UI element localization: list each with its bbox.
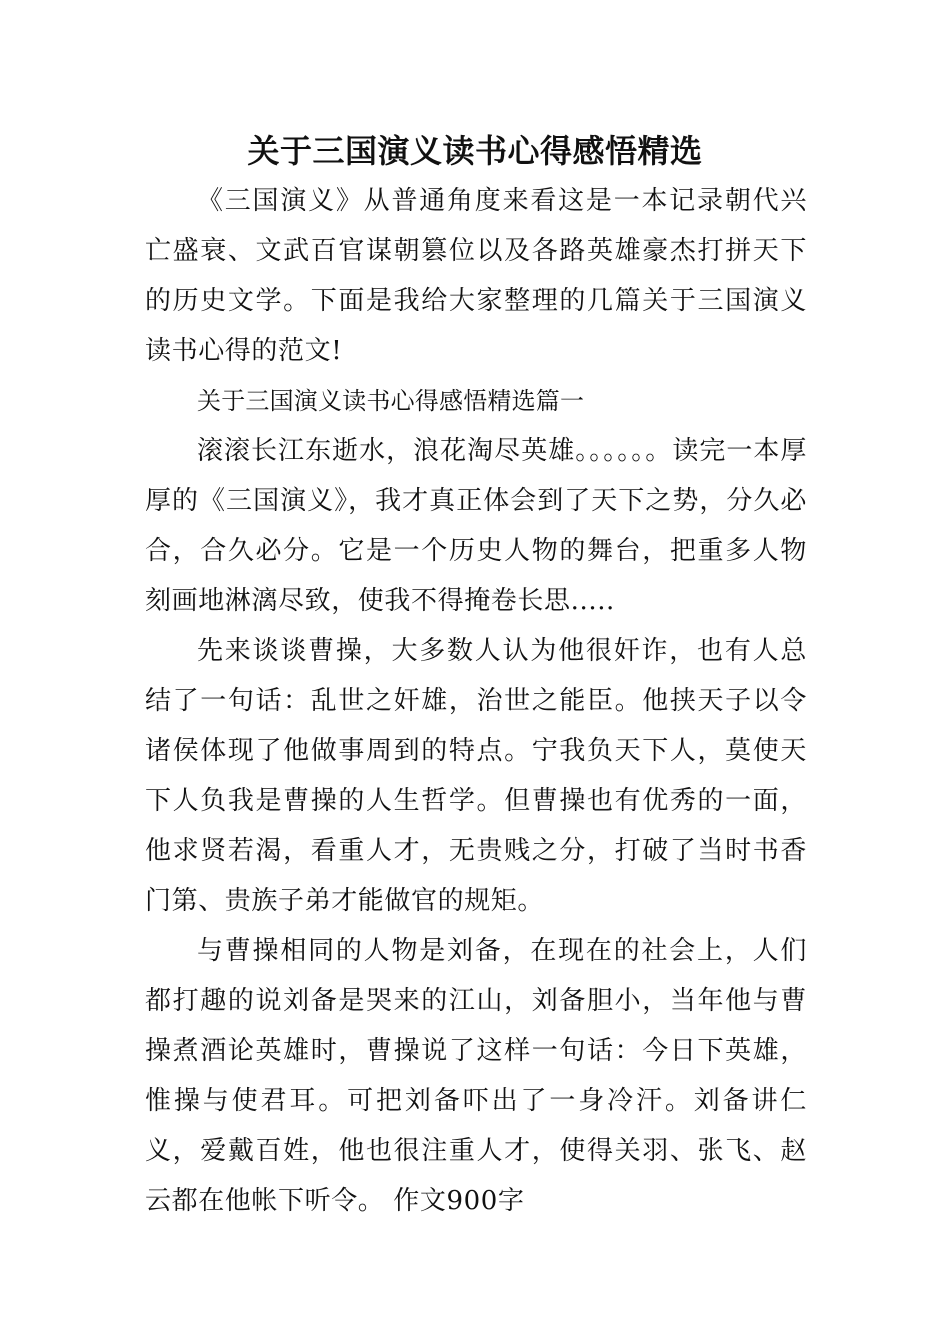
intro-paragraph: 《三国演义》从普通角度来看这是一本记录朝代兴亡盛衰、文武百官谋朝篡位以及各路英雄豪杰打拼天下的历史文学。下面是我给大家整理的几篇关于三国演义读书心得的范文!: [145, 186, 807, 366]
document-body: [145, 176, 807, 1226]
section-heading: 关于三国演义读书心得感悟精选篇一: [197, 387, 585, 415]
body-paragraph: 滚滚长江东逝水，浪花淘尽英雄。。。。。。读完一本厚厚的《三国演义》，我才真正体会到了天下之势，分久必合，合久必分。它是一个历史人物的舞台，把重多人物刻画地淋漓尽致，使我不得掩卷长思.....: [145, 436, 807, 616]
body-paragraph: 与曹操相同的人物是刘备，在现在的社会上，人们都打趣的说刘备是哭来的江山，刘备胆小，当年他与曹操煮酒论英雄时，曹操说了这样一句话：今日下英雄，惟操与使君耳。可把刘备吓出了一身冷汗。刘备讲仁义，爱戴百姓，他也很注重人才，使得关羽、张飞、赵云都在他帐下听令。 作文900字: [145, 936, 807, 1216]
body-paragraph: 先来谈谈曹操，大多数人认为他很奸诈，也有人总结了一句话：乱世之奸雄，治世之能臣。他挟天子以令诸侯体现了他做事周到的特点。宁我负天下人，莫使天下人负我是曹操的人生哲学。但曹操也有优秀的一面，他求贤若渴，看重人才，无贵贱之分，打破了当时书香门第、贵族子弟才能做官的规矩。: [145, 636, 807, 916]
document-title: 关于三国演义读书心得感悟精选: [247, 132, 703, 170]
